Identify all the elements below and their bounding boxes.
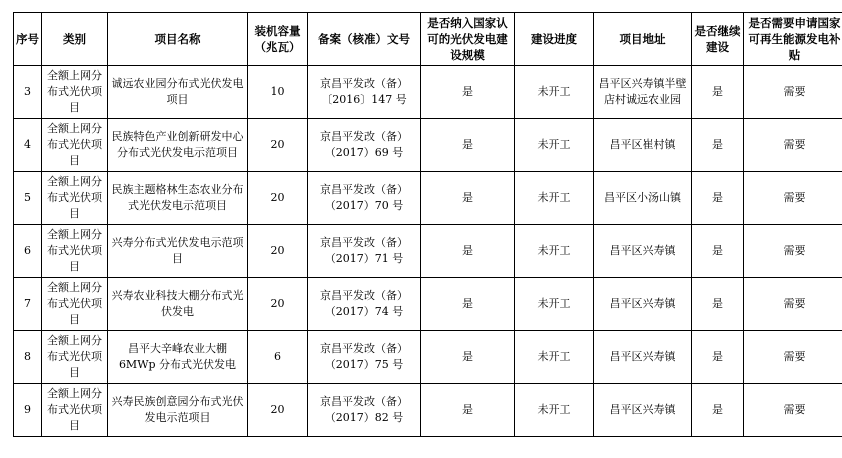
cell-category: 全额上网分布式光伏项目 bbox=[42, 66, 108, 119]
header-filing-label: 备案（核准）文号 bbox=[318, 32, 410, 46]
header-no-label: 序号 bbox=[16, 32, 39, 46]
cell-category: 全额上网分布式光伏项目 bbox=[42, 172, 108, 225]
cell-capacity: 20 bbox=[248, 119, 308, 172]
header-continue bbox=[692, 13, 744, 66]
header-progress-label: 建设进度 bbox=[531, 32, 577, 46]
cell-capacity: 6 bbox=[248, 331, 308, 384]
cell-progress: 未开工 bbox=[515, 119, 594, 172]
cell-name: 兴寿分布式光伏发电示范项目 bbox=[108, 225, 248, 278]
cell-progress: 未开工 bbox=[515, 384, 594, 437]
cell-subsidy: 需要 bbox=[744, 331, 842, 384]
cell-category: 全额上网分布式光伏项目 bbox=[42, 119, 108, 172]
cell-filing: 京昌平发改（备）（2017）69 号 bbox=[308, 119, 421, 172]
header-capacity bbox=[248, 13, 308, 66]
cell-filing: 京昌平发改（备）〔2016〕147 号 bbox=[308, 66, 421, 119]
header-address-label: 项目地址 bbox=[619, 32, 666, 46]
header-category-label: 类别 bbox=[63, 32, 86, 46]
header-name-label: 项目名称 bbox=[154, 32, 201, 46]
table-row bbox=[14, 278, 842, 331]
cell-subsidy: 需要 bbox=[744, 225, 842, 278]
cell-continue: 是 bbox=[692, 384, 744, 437]
cell-name: 民族特色产业创新研发中心分布式光伏发电示范项目 bbox=[108, 119, 248, 172]
table-body bbox=[14, 66, 842, 437]
header-capacity-label: 装机容量（兆瓦） bbox=[254, 24, 301, 54]
cell-continue: 是 bbox=[692, 172, 744, 225]
header-category bbox=[42, 13, 108, 66]
header-subsidy bbox=[744, 13, 842, 66]
cell-included: 是 bbox=[421, 119, 515, 172]
cell-filing: 京昌平发改（备）（2017）74 号 bbox=[308, 278, 421, 331]
cell-name: 民族主题格林生态农业分布式光伏发电示范项目 bbox=[108, 172, 248, 225]
cell-subsidy: 需要 bbox=[744, 384, 842, 437]
table-row bbox=[14, 119, 842, 172]
cell-capacity: 20 bbox=[248, 225, 308, 278]
cell-no: 4 bbox=[14, 119, 42, 172]
header-included-label: 是否纳入国家认可的光伏发电建设规模 bbox=[427, 16, 508, 62]
cell-no: 5 bbox=[14, 172, 42, 225]
cell-address: 昌平区兴寿镇 bbox=[594, 225, 692, 278]
cell-included: 是 bbox=[421, 331, 515, 384]
cell-progress: 未开工 bbox=[515, 172, 594, 225]
cell-name: 昌平大辛峰农业大棚 6MWp 分布式光伏发电 bbox=[108, 331, 248, 384]
cell-continue: 是 bbox=[692, 119, 744, 172]
header-progress bbox=[515, 13, 594, 66]
cell-continue: 是 bbox=[692, 278, 744, 331]
cell-progress: 未开工 bbox=[515, 278, 594, 331]
cell-continue: 是 bbox=[692, 225, 744, 278]
cell-category: 全额上网分布式光伏项目 bbox=[42, 384, 108, 437]
header-included bbox=[421, 13, 515, 66]
cell-address: 昌平区小汤山镇 bbox=[594, 172, 692, 225]
cell-category: 全额上网分布式光伏项目 bbox=[42, 278, 108, 331]
cell-no: 6 bbox=[14, 225, 42, 278]
table-header bbox=[14, 13, 842, 66]
cell-continue: 是 bbox=[692, 66, 744, 119]
cell-address: 昌平区兴寿镇 bbox=[594, 384, 692, 437]
cell-address: 昌平区兴寿镇半壁店村诚远农业园 bbox=[594, 66, 692, 119]
table-row bbox=[14, 172, 842, 225]
header-row bbox=[14, 13, 842, 66]
cell-no: 8 bbox=[14, 331, 42, 384]
header-address bbox=[594, 13, 692, 66]
cell-address: 昌平区崔村镇 bbox=[594, 119, 692, 172]
table-row bbox=[14, 225, 842, 278]
header-name bbox=[108, 13, 248, 66]
cell-filing: 京昌平发改（备）（2017）75 号 bbox=[308, 331, 421, 384]
header-subsidy-label: 是否需要申请国家可再生能源发电补贴 bbox=[748, 16, 841, 62]
table-row bbox=[14, 331, 842, 384]
cell-progress: 未开工 bbox=[515, 66, 594, 119]
cell-filing: 京昌平发改（备）（2017）70 号 bbox=[308, 172, 421, 225]
cell-address: 昌平区兴寿镇 bbox=[594, 331, 692, 384]
header-filing bbox=[308, 13, 421, 66]
cell-capacity: 20 bbox=[248, 172, 308, 225]
cell-capacity: 20 bbox=[248, 384, 308, 437]
cell-included: 是 bbox=[421, 225, 515, 278]
cell-included: 是 bbox=[421, 278, 515, 331]
table-row bbox=[14, 384, 842, 437]
cell-category: 全额上网分布式光伏项目 bbox=[42, 225, 108, 278]
cell-capacity: 20 bbox=[248, 278, 308, 331]
cell-progress: 未开工 bbox=[515, 331, 594, 384]
cell-subsidy: 需要 bbox=[744, 278, 842, 331]
cell-included: 是 bbox=[421, 66, 515, 119]
cell-no: 3 bbox=[14, 66, 42, 119]
cell-subsidy: 需要 bbox=[744, 172, 842, 225]
cell-no: 9 bbox=[14, 384, 42, 437]
project-table bbox=[13, 12, 842, 437]
cell-address: 昌平区兴寿镇 bbox=[594, 278, 692, 331]
cell-subsidy: 需要 bbox=[744, 66, 842, 119]
cell-progress: 未开工 bbox=[515, 225, 594, 278]
cell-filing: 京昌平发改（备）（2017）82 号 bbox=[308, 384, 421, 437]
cell-continue: 是 bbox=[692, 331, 744, 384]
table-row bbox=[14, 66, 842, 119]
cell-category: 全额上网分布式光伏项目 bbox=[42, 331, 108, 384]
cell-subsidy: 需要 bbox=[744, 119, 842, 172]
cell-filing: 京昌平发改（备）（2017）71 号 bbox=[308, 225, 421, 278]
cell-name: 兴寿民族创意园分布式光伏发电示范项目 bbox=[108, 384, 248, 437]
cell-included: 是 bbox=[421, 384, 515, 437]
header-continue-label: 是否继续建设 bbox=[694, 24, 741, 54]
cell-name: 兴寿农业科技大棚分布式光伏发电 bbox=[108, 278, 248, 331]
header-no bbox=[14, 13, 42, 66]
cell-no: 7 bbox=[14, 278, 42, 331]
cell-capacity: 10 bbox=[248, 66, 308, 119]
cell-name: 诚远农业园分布式光伏发电项目 bbox=[108, 66, 248, 119]
cell-included: 是 bbox=[421, 172, 515, 225]
